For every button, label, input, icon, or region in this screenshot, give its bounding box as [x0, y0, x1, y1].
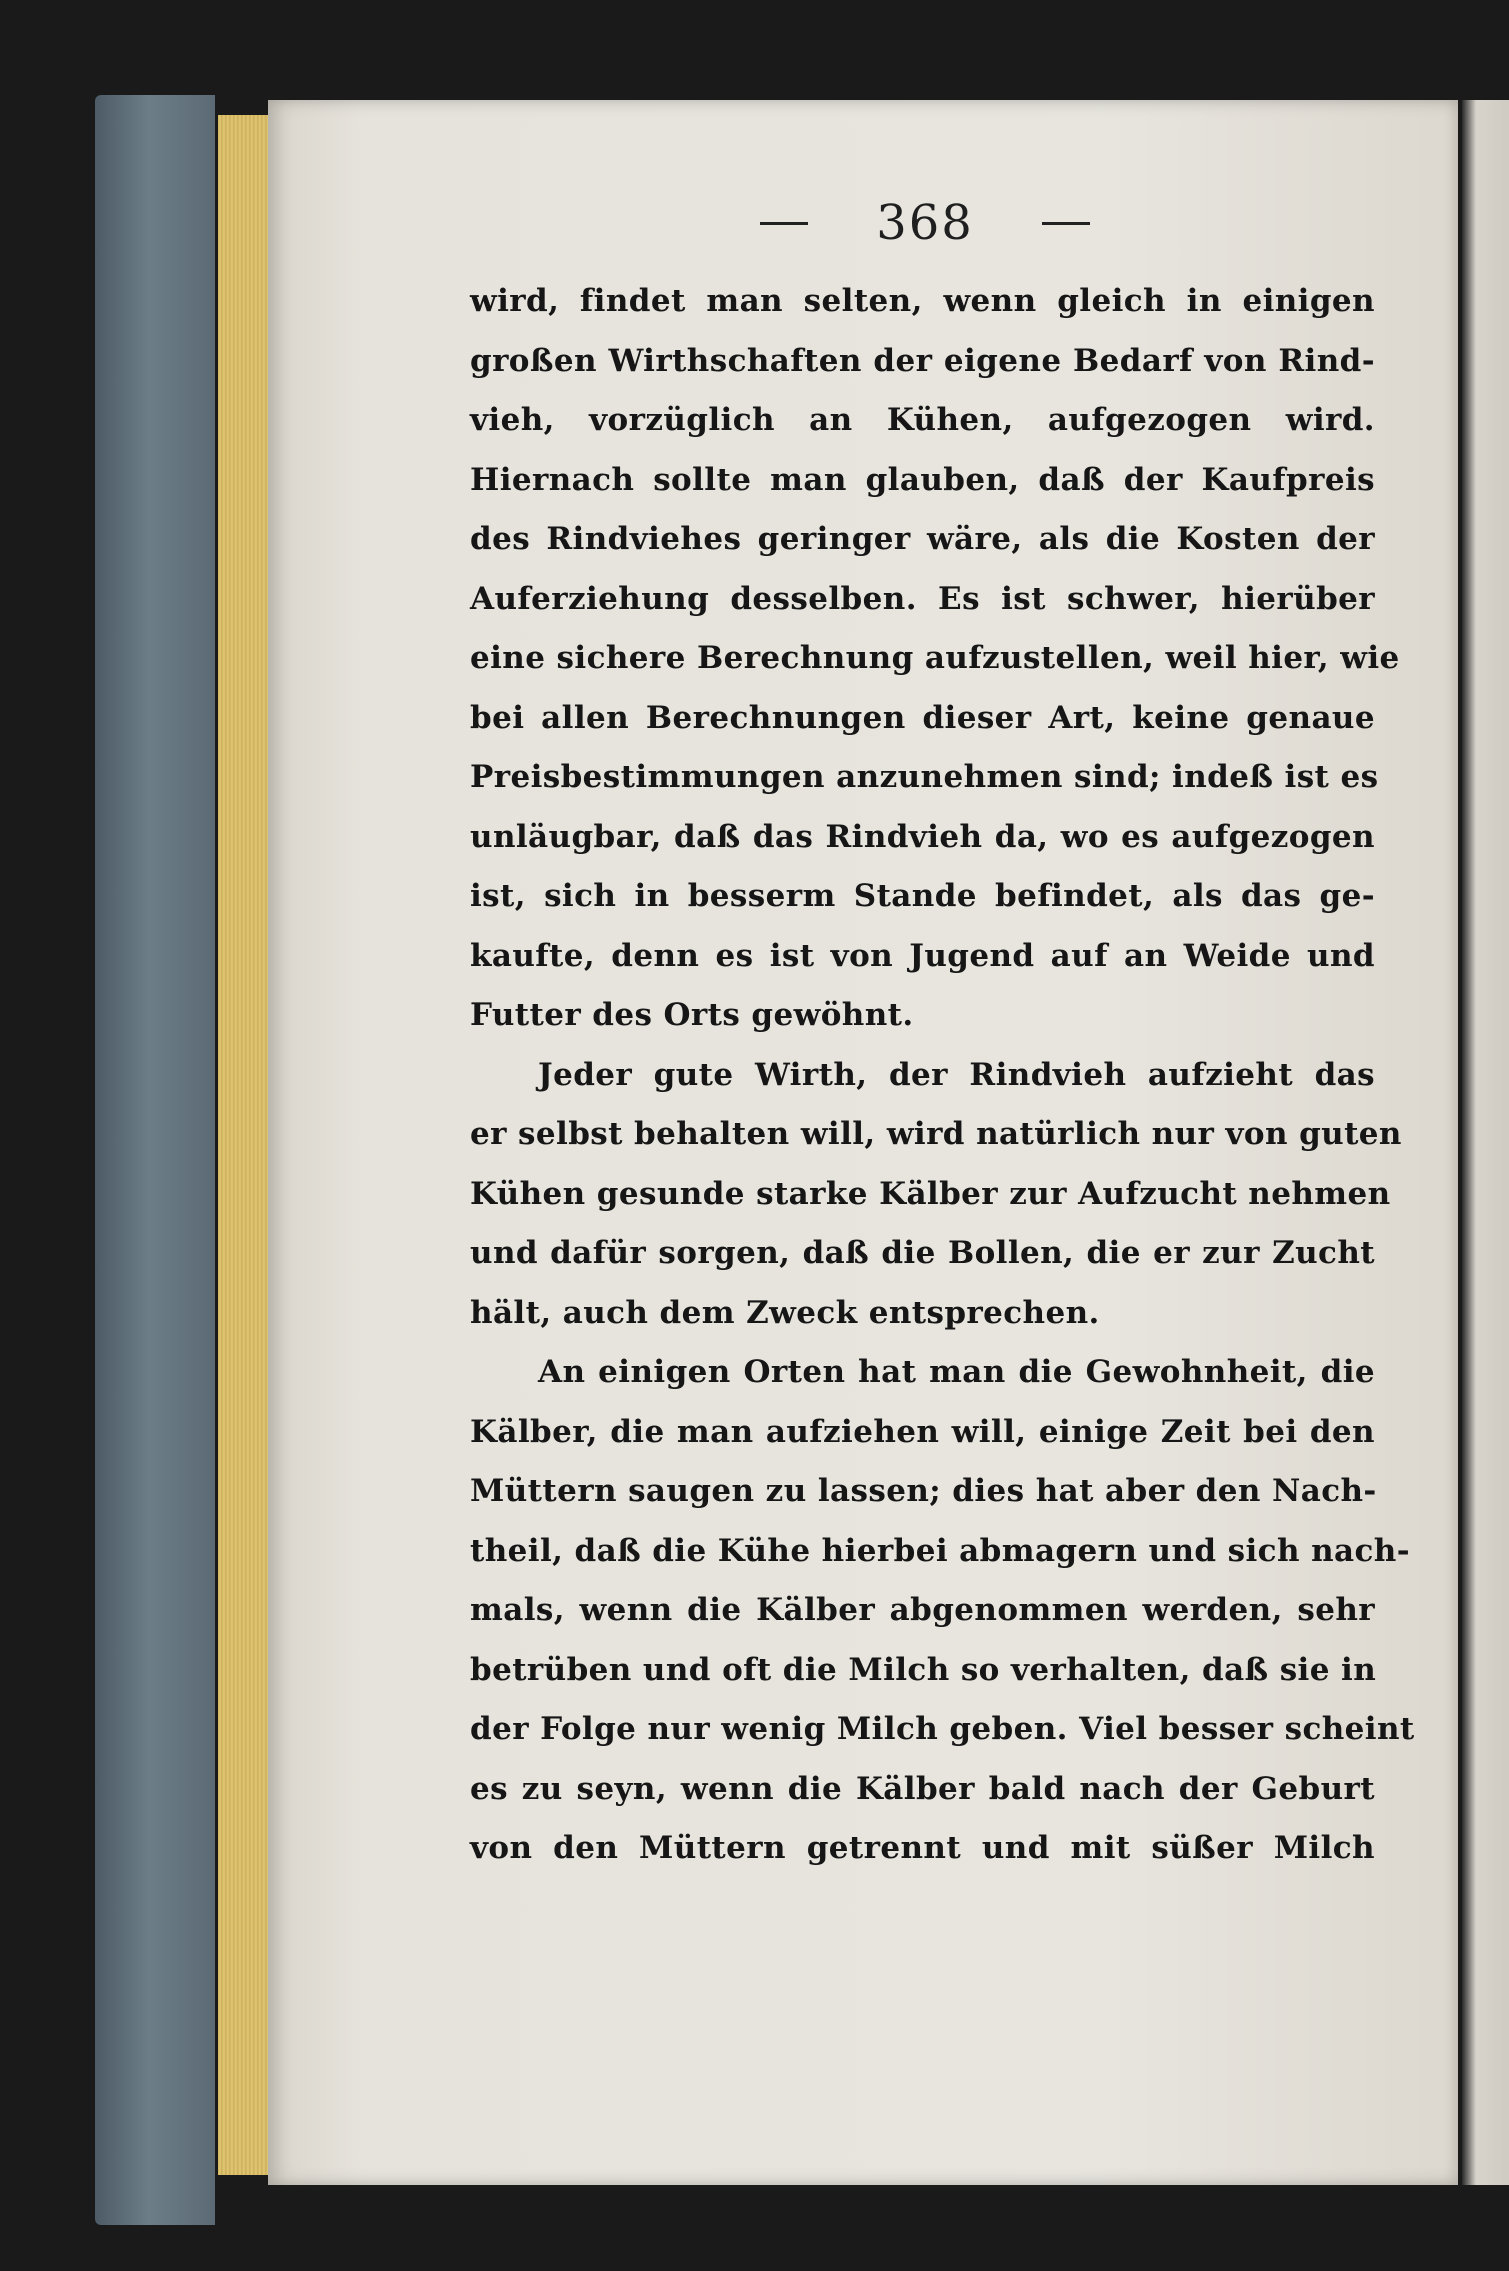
- text-line: ist, sich in besserm Stande befindet, als das ge-: [470, 878, 1375, 914]
- text-line: der Folge nur wenig Milch geben. Viel besser scheint: [470, 1711, 1415, 1747]
- text-line: Müttern saugen zu lassen; dies hat aber den Nach-: [470, 1473, 1377, 1509]
- page-header: [760, 188, 1090, 258]
- book-cover-left: [95, 95, 215, 2225]
- text-line: An einigen Orten hat man die Gewohnheit, die: [538, 1354, 1375, 1390]
- text-line: Kühen gesunde starke Kälber zur Aufzucht nehmen: [470, 1175, 1391, 1212]
- text-line: Futter des Orts gewöhnt.: [470, 997, 914, 1033]
- text-line: theil, daß die Kühe hierbei abmagern und sich nach-: [470, 1532, 1410, 1569]
- text-line: wird, findet man selten, wenn gleich in einigen: [470, 283, 1375, 319]
- header-dash-left: [760, 222, 808, 225]
- text-line: Preisbestimmungen anzunehmen sind; indeß ist es: [470, 759, 1379, 795]
- text-line: mals, wenn die Kälber abgenommen werden, sehr: [470, 1592, 1375, 1628]
- text-line: Auferziehung desselben. Es ist schwer, hierüber: [470, 580, 1375, 617]
- text-line: hält, auch dem Zweck entsprechen.: [470, 1294, 1100, 1331]
- body-text: [470, 272, 1415, 1879]
- text-line: es zu seyn, wenn die Kälber bald nach der Geburt: [470, 1770, 1375, 1807]
- text-line: von den Müttern getrennt und mit süßer Milch: [470, 1830, 1375, 1866]
- text-line: eine sichere Berechnung aufzustellen, weil hier, wie: [470, 640, 1400, 676]
- text-line: vieh, vorzüglich an Kühen, aufgezogen wird.: [470, 402, 1375, 438]
- header-dash-right: [1042, 222, 1090, 225]
- text-line: Jeder gute Wirth, der Rindvieh aufzieht das: [538, 1056, 1375, 1093]
- text-line: großen Wirthschaften der eigene Bedarf von Rind-: [470, 342, 1375, 379]
- text-line: Kälber, die man aufziehen will, einige Zeit bei den: [470, 1413, 1375, 1450]
- page-number: 368: [876, 195, 974, 251]
- text-line: des Rindviehes geringer wäre, als die Kosten der: [470, 521, 1375, 557]
- text-line: bei allen Berechnungen dieser Art, keine genaue: [470, 699, 1375, 736]
- text-line: er selbst behalten will, wird natürlich nur von guten: [470, 1116, 1402, 1152]
- text-line: unläugbar, daß das Rindvieh da, wo es aufgezogen: [470, 818, 1375, 855]
- text-line: betrüben und oft die Milch so verhalten, daß sie in: [470, 1651, 1377, 1688]
- text-line: kaufte, denn es ist von Jugend auf an Weide und: [470, 937, 1375, 974]
- text-line: Hiernach sollte man glauben, daß der Kaufpreis: [470, 461, 1375, 498]
- text-line: und dafür sorgen, daß die Bollen, die er zur Zucht: [470, 1235, 1375, 1271]
- book-cover-right: [1462, 100, 1509, 2185]
